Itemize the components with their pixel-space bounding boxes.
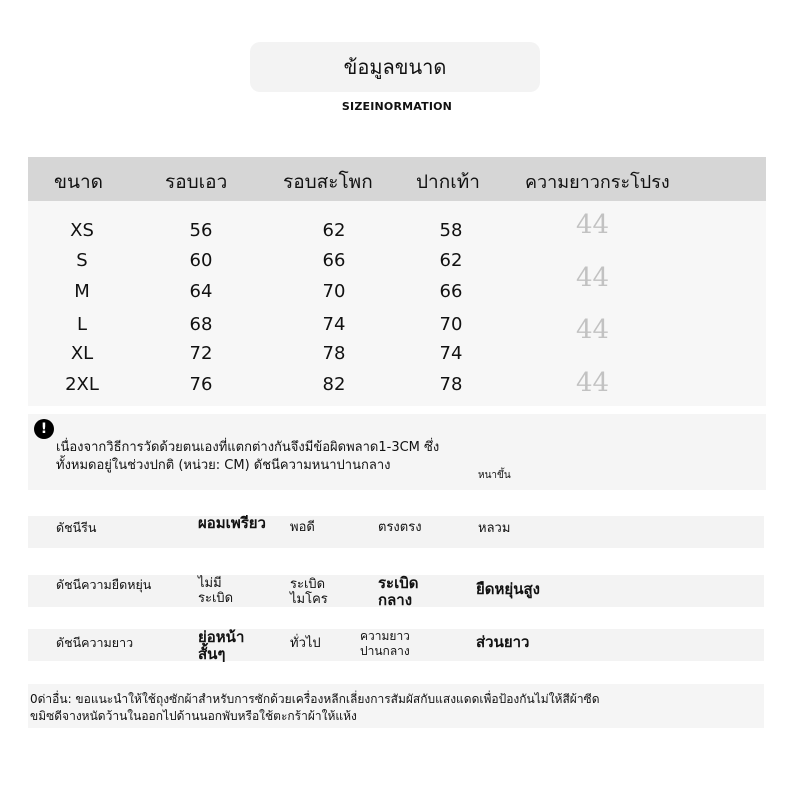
cell-hem: 66 <box>439 281 463 302</box>
cell-length: 44 <box>575 368 610 398</box>
index-option: ผอมเพรียว <box>198 514 266 532</box>
footer-line-1: 0ด่าอื่น: ขอแนะนำให้ใช้ถุงซักผ้าสำหรับการซักด้วยเครื่องหลีกเลี่ยงการสัมผัสกับแสงแดดเพื่อป้องกันไม่ให้สีผ้าซีด <box>30 692 600 706</box>
note-extra: หนาขึ้น <box>478 470 511 481</box>
cell-hem: 58 <box>439 220 463 241</box>
index-option: ตรงตรง <box>378 520 422 535</box>
cell-waist: 76 <box>189 374 213 395</box>
index-option: ทั่วไป <box>290 636 321 651</box>
cell-waist: 56 <box>189 220 213 241</box>
header-hem: ปากเท้า <box>416 171 480 193</box>
index-label: ดัชนีรีน <box>56 520 97 535</box>
cell-hip: 70 <box>322 281 346 302</box>
exclamation-icon: ! <box>34 419 54 439</box>
cell-hem: 70 <box>439 314 463 335</box>
cell-hip: 78 <box>322 343 346 364</box>
index-label: ดัชนีความยืดหยุ่น <box>56 577 152 592</box>
cell-length: 44 <box>575 315 610 345</box>
cell-size: M <box>74 281 90 302</box>
cell-waist: 64 <box>189 281 213 302</box>
cell-waist: 72 <box>189 343 213 364</box>
cell-hem: 78 <box>439 374 463 395</box>
cell-hip: 82 <box>322 374 346 395</box>
index-option: ส่วนยาว <box>476 633 530 651</box>
cell-size: L <box>76 314 88 335</box>
index-label: ดัชนีความยาว <box>56 635 134 650</box>
cell-length: 44 <box>575 210 610 240</box>
index-option: ความยาวปานกลาง <box>360 629 410 658</box>
cell-hem: 62 <box>439 250 463 271</box>
index-option: พอดี <box>290 520 315 535</box>
index-option: ระเบิดกลาง <box>378 574 419 609</box>
cell-size: XL <box>70 343 94 364</box>
cell-hip: 74 <box>322 314 346 335</box>
index-option: หลวม <box>478 521 511 536</box>
cell-size: XS <box>70 220 94 241</box>
index-option: ยืดหยุ่นสูง <box>476 580 540 598</box>
header-length: ความยาวกระโปรง <box>525 172 670 193</box>
index-option: ไม่มีระเบิด <box>198 576 234 606</box>
cell-hip: 62 <box>322 220 346 241</box>
note-line-1: เนื่องจากวิธีการวัดด้วยตนเองที่แตกต่างกันจึงมีข้อผิดพลาด1-3CM ซึ่ง <box>56 440 440 455</box>
cell-size: 2XL <box>65 374 99 395</box>
note-line-2: ทั้งหมดอยู่ในช่วงปกติ (หน่วย: CM) ดัชนีความหนาปานกลาง <box>56 458 391 473</box>
header-waist: รอบเอว <box>165 171 228 193</box>
cell-waist: 60 <box>189 250 213 271</box>
page-title: ข้อมูลขนาด <box>343 55 447 79</box>
cell-length: 44 <box>575 263 610 293</box>
header-hip: รอบสะโพก <box>283 171 373 193</box>
title-box <box>250 42 540 92</box>
index-option: ย่อหน้าสั้นๆ <box>198 628 245 663</box>
cell-size: S <box>76 250 88 271</box>
cell-hip: 66 <box>322 250 346 271</box>
header-size: ขนาด <box>54 171 103 193</box>
page-subtitle: SIZEINORMATION <box>341 100 453 113</box>
cell-hem: 74 <box>439 343 463 364</box>
table-body-band <box>28 201 766 406</box>
cell-waist: 68 <box>189 314 213 335</box>
index-option: ระเบิดไมโคร <box>290 577 328 607</box>
footer-line-2: ขมิซดีจางหนัดว้านในออกไปด้านนอกพับหรือใช้ตะกร้าผ้าให้แห้ง <box>30 709 357 723</box>
